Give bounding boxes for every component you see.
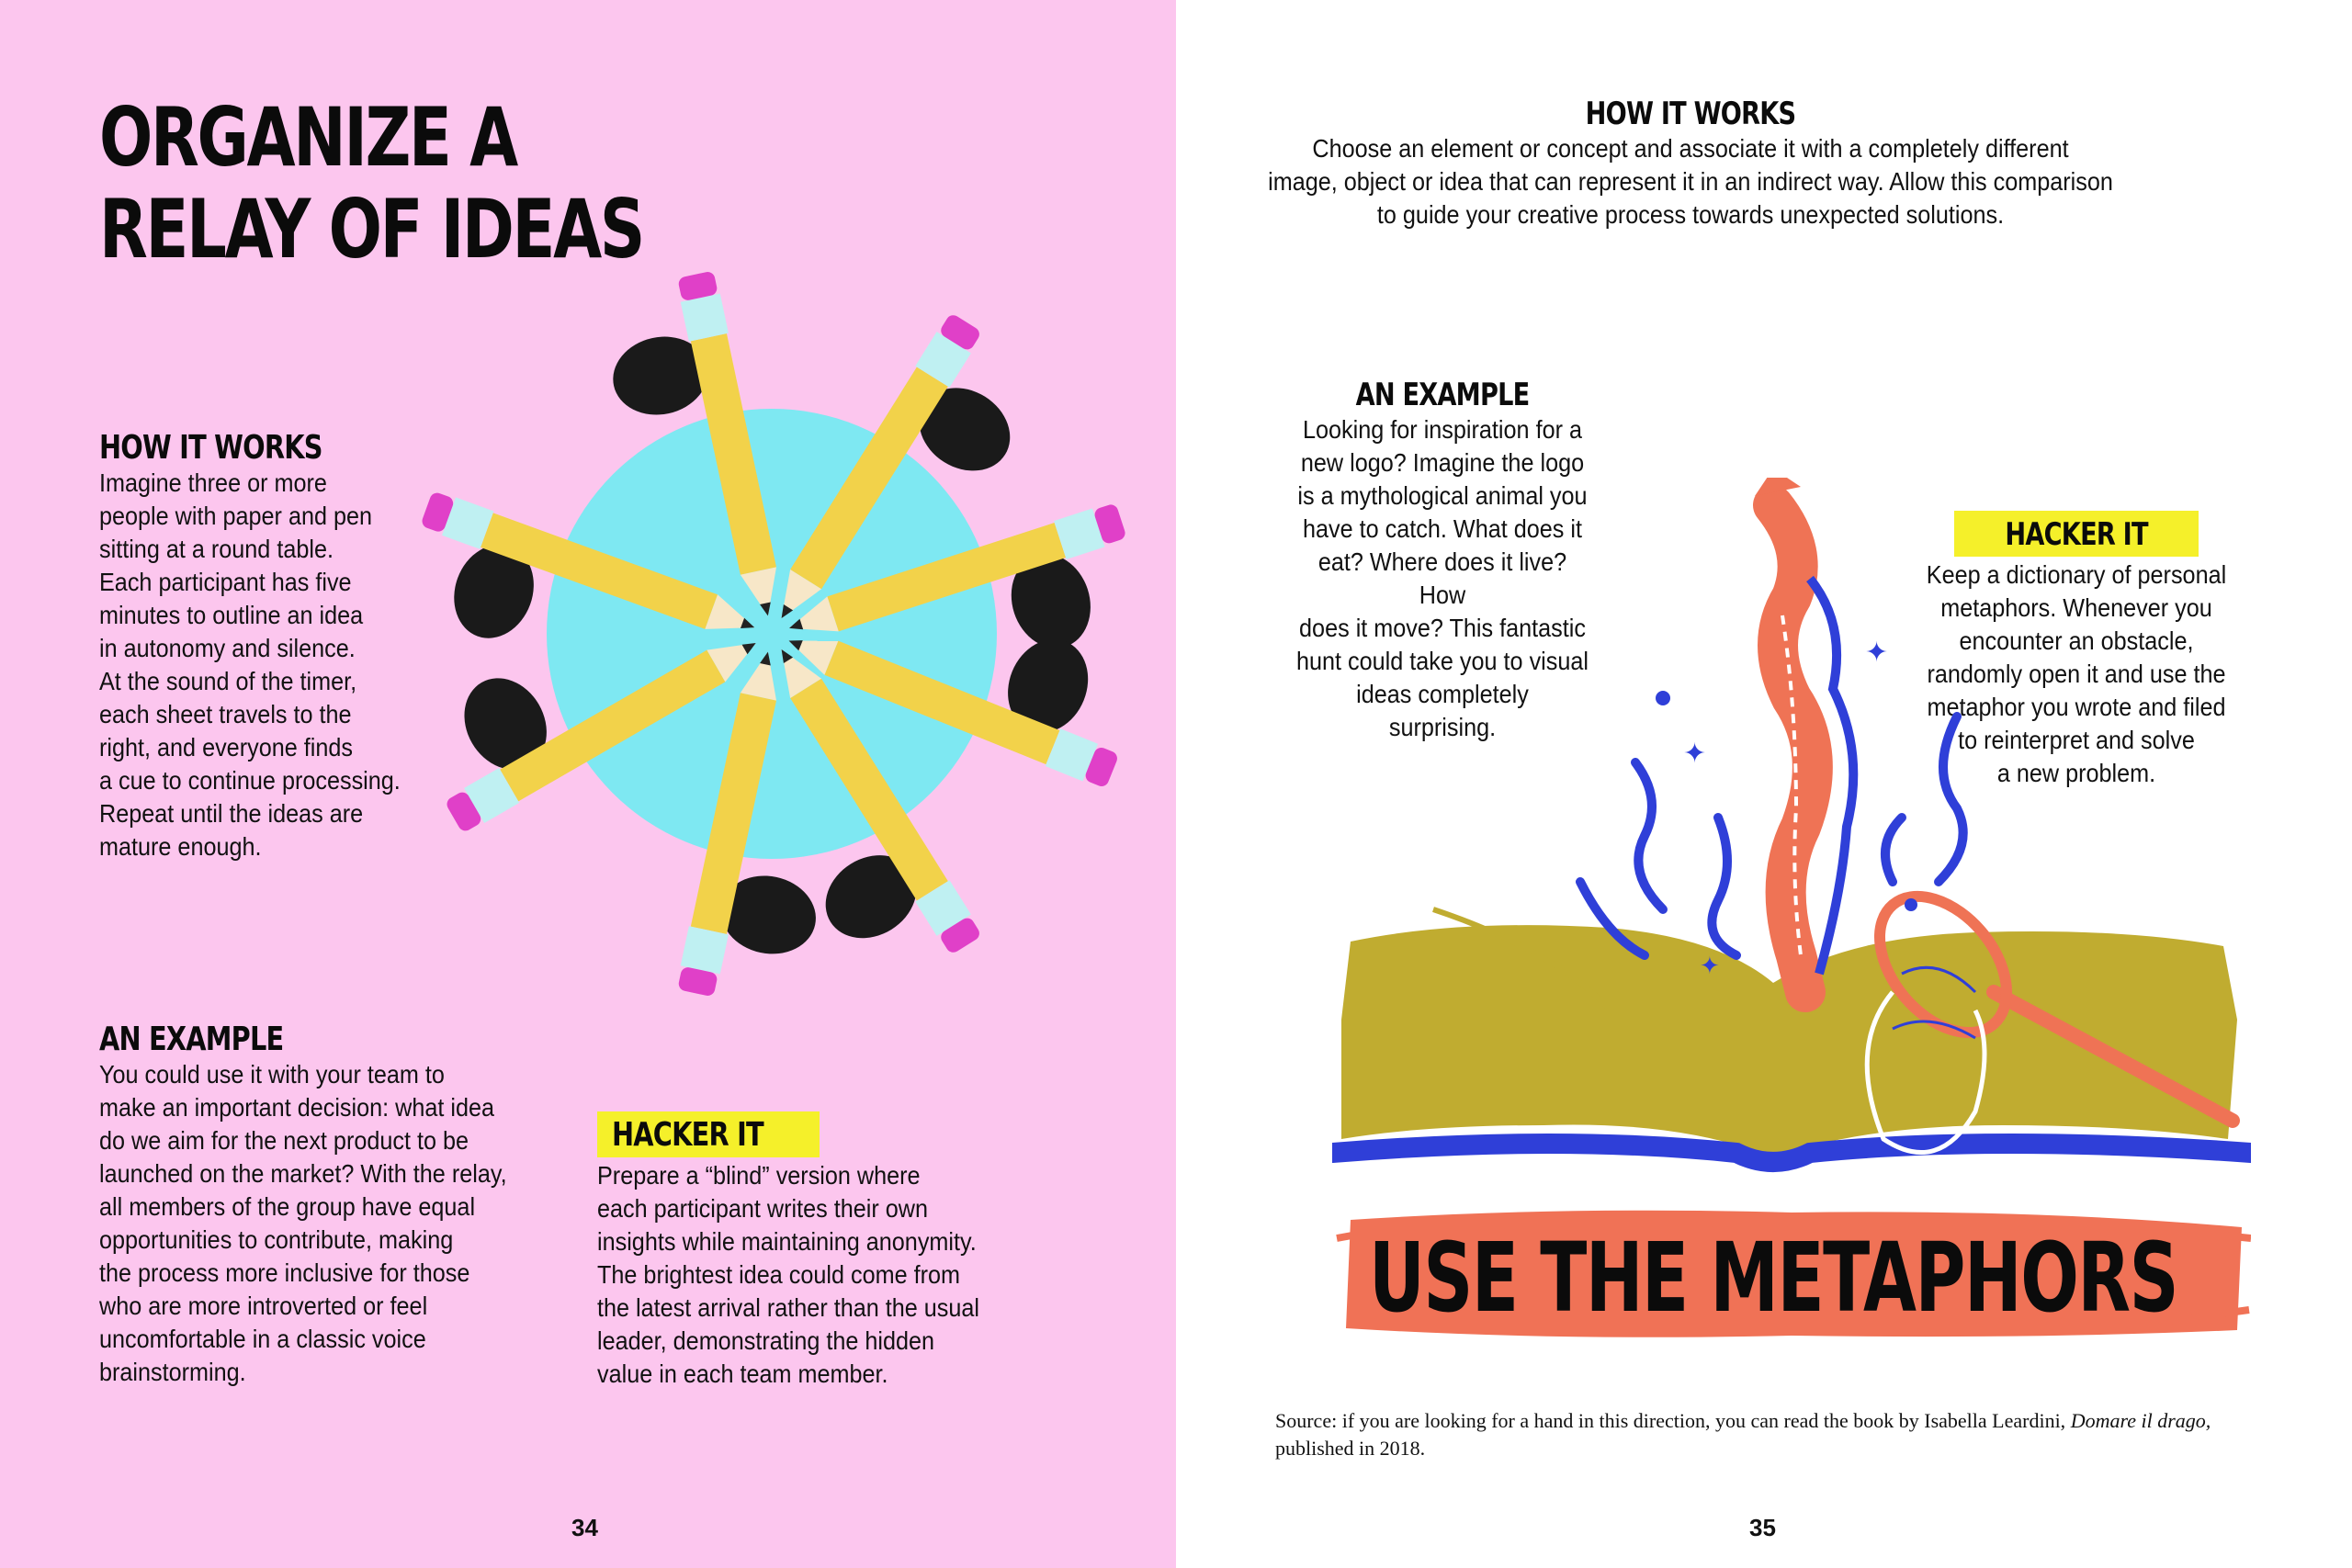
text-line: have to catch. What does it <box>1303 514 1582 543</box>
hacker-text <box>597 1159 1060 1391</box>
dot-1 <box>1656 691 1670 705</box>
text-line: the latest arrival rather than the usual <box>597 1293 980 1322</box>
text-line: metaphor you wrote and filed <box>1927 693 2226 721</box>
text-line: launched on the market? With the relay, <box>99 1159 507 1188</box>
text-line: minutes to outline an idea <box>99 601 364 629</box>
text-line: in autonomy and silence. <box>99 634 356 662</box>
text-line: all members of the group have equal <box>99 1192 476 1221</box>
text-line: insights while maintaining anonymity. <box>597 1227 977 1256</box>
page-number-left: 34 <box>571 1514 598 1541</box>
text-line: is a mythological animal you <box>1297 481 1588 510</box>
text-line: right, and everyone finds <box>99 733 353 761</box>
text-line: Imagine three or more <box>99 468 327 497</box>
text-line: brainstorming. <box>99 1358 246 1386</box>
source-book-title: Domare il drago, <box>2070 1409 2211 1432</box>
text-line: sitting at a round table. <box>99 535 334 563</box>
relay-table-illustration <box>368 248 1158 1020</box>
example-text <box>99 1058 562 1389</box>
how-it-works-text <box>99 467 447 863</box>
sparkle-2: ✦ <box>1865 637 1889 669</box>
how-it-works-heading: HOW IT WORKS <box>99 429 322 467</box>
right-how-it-works-text <box>1261 132 2120 231</box>
right-example-heading: AN EXAMPLE <box>1355 377 1530 413</box>
example-section <box>99 1021 614 1389</box>
dot-2 <box>1905 898 1917 911</box>
text-line: people with paper and pen <box>99 502 373 530</box>
text-line: metaphors. Whenever you <box>1940 593 2212 622</box>
right-hacker-heading: HACKER IT <box>2005 516 2148 553</box>
text-line: each participant writes their own <box>597 1194 928 1223</box>
hacker-highlight <box>597 1111 820 1157</box>
text-line: hunt could take you to visual <box>1295 647 1589 675</box>
text-line: eat? Where does it live? How <box>1317 547 1567 609</box>
title-line-2: RELAY OF IDEAS <box>99 182 643 276</box>
text-line: You could use it with your team to <box>99 1060 445 1089</box>
text-line: to reinterpret and solve <box>1958 726 2195 754</box>
text-line: a new problem. <box>1996 759 2156 787</box>
text-line: encounter an obstacle, <box>1959 626 2194 655</box>
text-line: surprising. <box>1388 713 1497 741</box>
banner-title: USE THE METAPHORS <box>1369 1222 2178 1334</box>
text-line: make an important decision: what idea <box>99 1093 495 1122</box>
example-heading: AN EXAMPLE <box>99 1021 284 1058</box>
source-suffix: published in 2018. <box>1275 1437 1426 1460</box>
text-line: image, object or idea that can represent it in an indirect way. Allow this comparison <box>1268 167 2113 196</box>
source-note <box>1275 1407 2267 1462</box>
text-line: The brightest idea could come from <box>597 1260 961 1289</box>
text-line: Keep a dictionary of personal <box>1926 560 2227 589</box>
text-line: Prepare a “blind” version where <box>597 1161 921 1190</box>
squiggle-4 <box>1939 716 1963 882</box>
right-how-it-works-section <box>1213 96 2168 231</box>
text-line: to guide your creative process towards unexpected solutions. <box>1376 200 2005 229</box>
text-line: new logo? Imagine the logo <box>1300 448 1585 477</box>
sparkle-3: ✦ <box>1700 953 1720 980</box>
text-line: leader, demonstrating the hidden <box>597 1326 935 1355</box>
text-line: each sheet travels to the <box>99 700 352 728</box>
text-line: Repeat until the ideas are <box>99 799 364 828</box>
hacker-section <box>597 1111 1112 1391</box>
text-line: uncomfortable in a classic voice <box>99 1325 426 1353</box>
right-page <box>1176 0 2352 1568</box>
how-it-works-section <box>99 430 485 863</box>
hacker-heading: HACKER IT <box>612 1116 763 1154</box>
text-line: Looking for inspiration for a <box>1303 415 1582 444</box>
source-prefix: Source: if you are looking for a hand in this direction, you can read the book by Isabella Leardini, <box>1275 1409 2071 1432</box>
right-how-it-works-heading: HOW IT WORKS <box>1585 96 1796 132</box>
text-line: mature enough. <box>99 832 262 861</box>
text-line: randomly open it and use the <box>1927 660 2226 688</box>
text-line: At the sound of the timer, <box>99 667 357 695</box>
text-line: Each participant has five <box>99 568 352 596</box>
title-line-1: ORGANIZE A <box>99 90 516 185</box>
squiggle-2 <box>1712 818 1736 955</box>
text-line: ideas completely <box>1356 680 1529 708</box>
text-line: do we aim for the next product to be <box>99 1126 469 1155</box>
text-line: opportunities to contribute, making <box>99 1225 454 1254</box>
squiggle-3 <box>1885 818 1902 882</box>
text-line: does it move? This fantastic <box>1299 614 1586 642</box>
text-line: the process more inclusive for those <box>99 1258 470 1287</box>
sparkle-1: ✦ <box>1683 738 1707 770</box>
squiggle-1 <box>1635 762 1663 909</box>
text-line: value in each team member. <box>597 1359 888 1388</box>
round-table <box>547 409 997 859</box>
dragon-book-illustration <box>1332 478 2251 1194</box>
text-line: Choose an element or concept and associate it with a completely different <box>1312 134 2069 163</box>
text-line: who are more introverted or feel <box>99 1292 428 1320</box>
dragon-body <box>1773 505 1813 992</box>
page-number-right: 35 <box>1749 1514 1776 1541</box>
text-line: a cue to continue processing. <box>99 766 401 795</box>
